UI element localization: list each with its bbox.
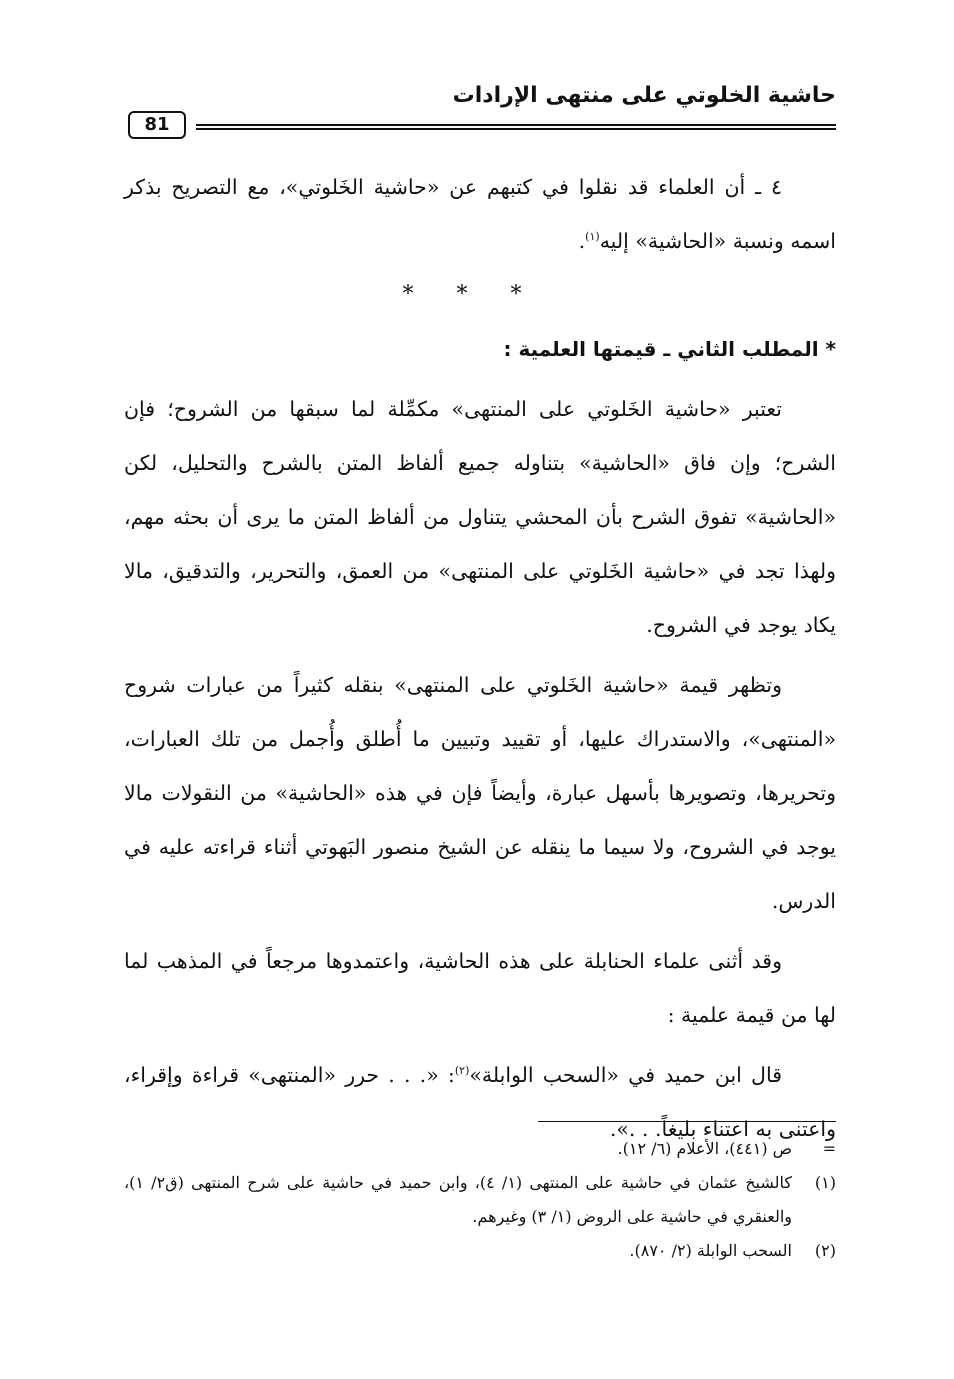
footnote-text: كالشيخ عثمان في حاشية على المنتهى (١/ ٤)، وابن حميد في حاشية على شرح المنتهى (ق٢/ ١)، والعنقري في حاشية على الروض (١/ ٣) وغيرهم. bbox=[124, 1173, 792, 1226]
paragraph-4-part-b: : «. . . حرر «المنتهى» قراءة وإقراء، واعتنى به اعتناء بليغاً. . .». bbox=[124, 1063, 836, 1141]
footnote-separator bbox=[538, 1121, 836, 1122]
footnote-2 bbox=[124, 1234, 836, 1268]
point-4-line-2: اسمه ونسبة «الحاشية» إليه bbox=[599, 229, 836, 253]
footnote-ref-2: (٢) bbox=[454, 1064, 470, 1078]
footnote-continuation bbox=[124, 1132, 836, 1166]
paragraph-1: تعتبر «حاشية الخَلوتي على المنتهى» مكمِّلة لما سبقها من الشروح؛ فإن الشرح؛ وإن فاق «الحاشية» بتناوله جميع ألفاظ المتن بالشرح والتحليل، لكن «الحاشية» تفوق الشرح بأن المحشي يتناول من ألفاظ المتن ما يرى أن بحثه مهم، ولهذا تجد في «حاشية الخَلوتي على المنتهى» من العمق، والتحرير، والتدقيق، مالا يكاد يوجد في الشروح. bbox=[124, 397, 836, 637]
section-heading: * المطلب الثاني ـ قيمتها العلمية : bbox=[503, 337, 836, 361]
point-4-paragraph bbox=[124, 160, 836, 268]
point-4-end: . bbox=[578, 229, 586, 253]
section-separator-stars: * * * bbox=[402, 282, 540, 307]
page-number: 81 bbox=[128, 111, 186, 139]
footnote-marker: = bbox=[822, 1139, 836, 1158]
footnote-ref-1: (١) bbox=[585, 230, 600, 244]
main-text bbox=[124, 160, 836, 1156]
footnotes bbox=[124, 1132, 836, 1268]
running-header-title: حاشية الخلوتي على منتهى الإرادات bbox=[452, 83, 836, 108]
point-4-line-1: ٤ ـ أن العلماء قد نقلوا في كتبهم عن «حاشية الخَلوتي»، مع التصريح بذكر bbox=[124, 175, 782, 199]
paragraph-2: وتظهر قيمة «حاشية الخَلوتي على المنتهى» بنقله كثيراً من عبارات شروح «المنتهى»، والاستدراك عليها، أو تقييد وتبيين ما أُطلق وأُجمل من تلك العبارات، وتحريرها، وتصويرها بأسهل عبارة، وأيضاً فإن في هذه «الحاشية» من النقولات مالا يوجد في الشروح، ولا سيما ما ينقله عن الشيخ منصور البَهوتي أثناء قراءته عليه في الدرس. bbox=[124, 673, 836, 913]
footnote-text: ص (٤٤١)، الأعلام (٦/ ١٢). bbox=[617, 1139, 792, 1158]
footnote-marker: (١) bbox=[814, 1173, 836, 1192]
footnote-text: السحب الوابلة (٢/ ٨٧٠). bbox=[629, 1241, 792, 1260]
footnote-marker: (٢) bbox=[814, 1241, 836, 1260]
paragraph-4-part-a: قال ابن حميد في «السحب الوابلة» bbox=[469, 1063, 782, 1087]
paragraph-3: وقد أثنى علماء الحنابلة على هذه الحاشية، واعتمدوها مرجعاً في المذهب لما لها من قيمة علمية : bbox=[124, 949, 836, 1027]
header-double-rule bbox=[196, 124, 836, 130]
footnote-1 bbox=[124, 1166, 836, 1234]
